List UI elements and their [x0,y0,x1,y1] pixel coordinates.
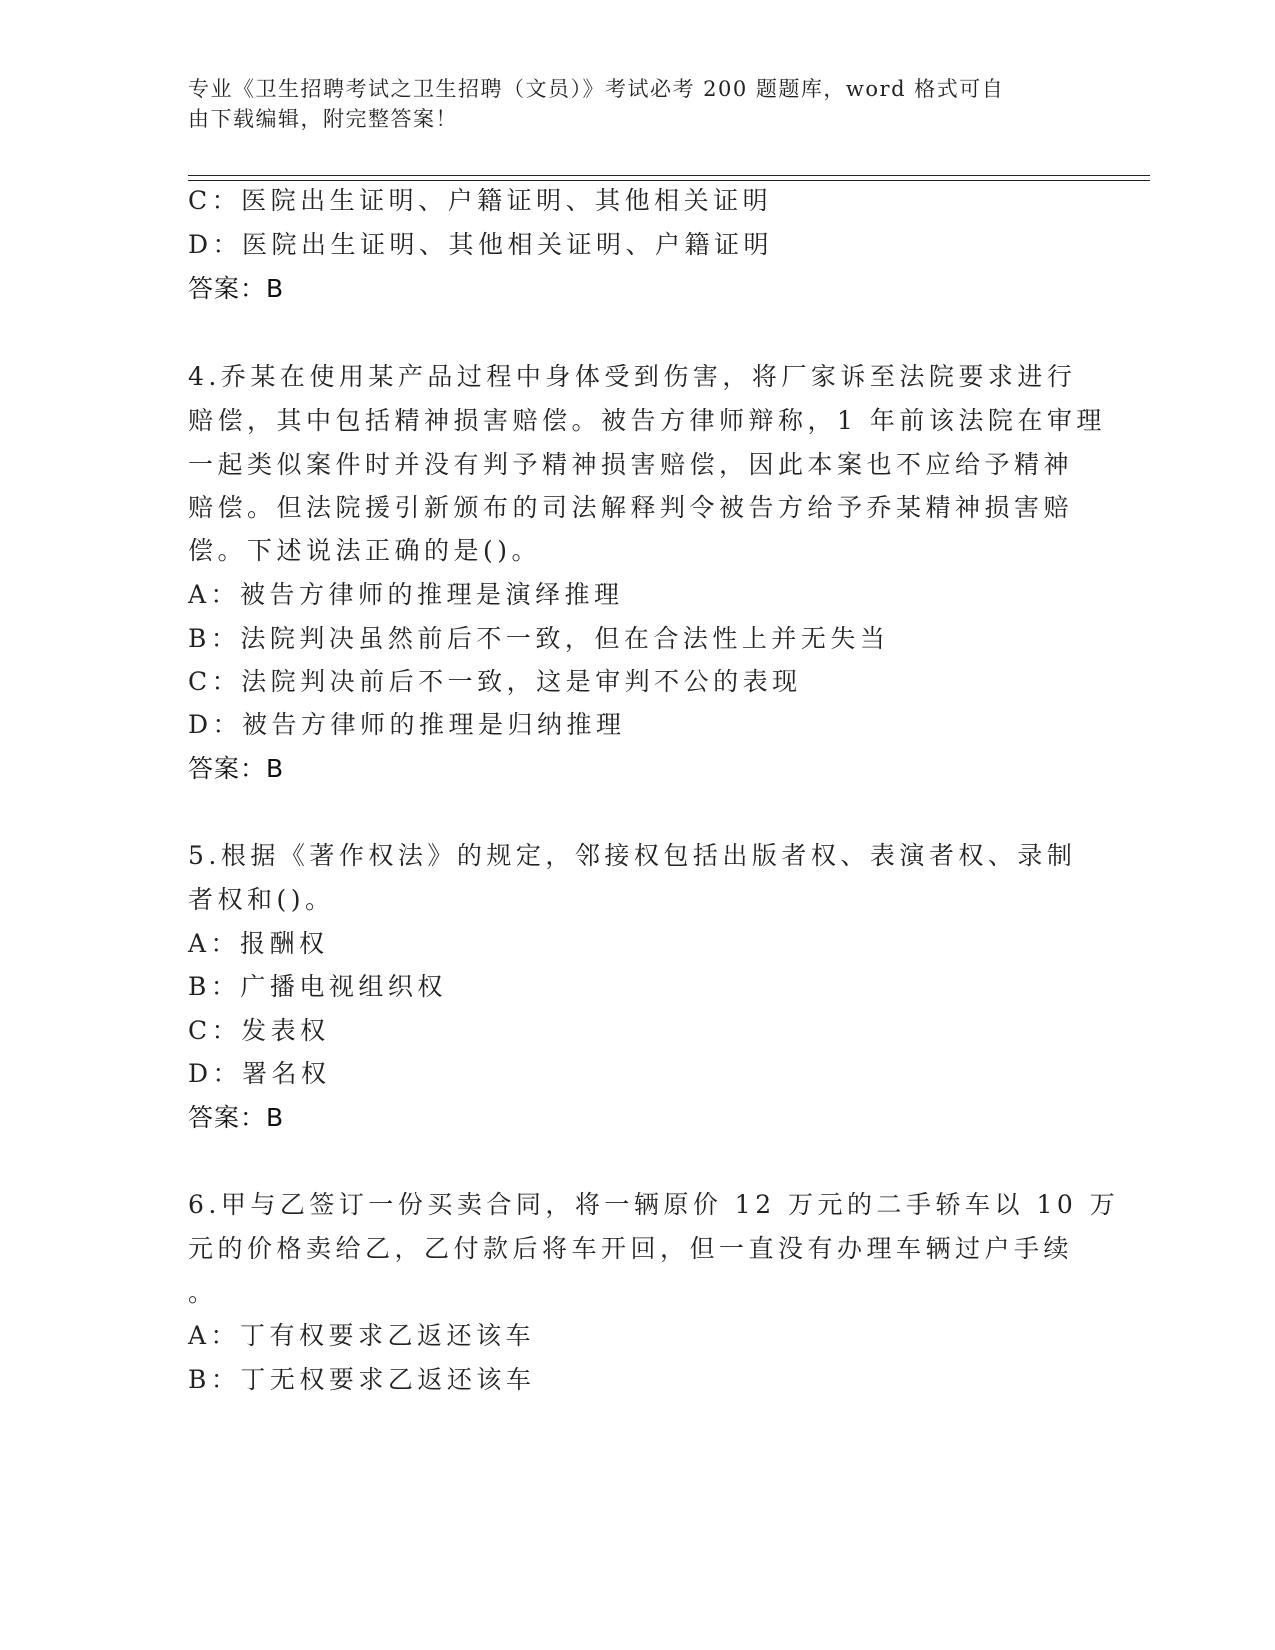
header-divider-top [188,175,1150,176]
q4-option-a: A：被告方律师的推理是演绎推理 [188,580,624,609]
q5-option-d: D：署名权 [188,1059,331,1088]
q5-stem-line-2: 者权和()。 [188,885,335,914]
q4-answer: 答案：B [188,754,285,783]
q6-stem-line-3: 。 [188,1278,218,1307]
q4-stem-line-4: 赔偿。但法院援引新颁布的司法解释判令被告方给予乔某精神损害赔 [188,493,1074,522]
q5-option-b: B：广播电视组织权 [188,972,447,1001]
q4-stem-line-2: 赔偿，其中包括精神损害赔偿。被告方律师辩称，1 年前该法院在审理 [188,406,1106,435]
header-line-2: 由下载编辑，附完整答案！ [188,107,458,131]
q4-option-c: C：法院判决前后不一致，这是审判不公的表现 [188,667,802,696]
q6-option-b: B：丁无权要求乙返还该车 [188,1365,536,1394]
q4-stem-line-3: 一起类似案件时并没有判予精神损害赔偿，因此本案也不应给予精神 [188,450,1074,479]
q3-option-d: D：医院出生证明、其他相关证明、户籍证明 [188,230,774,259]
q5-answer: 答案：B [188,1103,285,1132]
q3-option-c: C：医院出生证明、户籍证明、其他相关证明 [188,186,773,215]
q4-option-b: B：法院判决虽然前后不一致，但在合法性上并无失当 [188,624,890,653]
q6-stem-line-1: 6.甲与乙签订一份买卖合同，将一辆原价 12 万元的二手轿车以 10 万 [188,1190,1120,1219]
header-line-1: 专业《卫生招聘考试之卫生招聘（文员）》考试必考 200 题题库，word 格式可自 [188,77,1005,101]
q4-stem-line-1: 4.乔某在使用某产品过程中身体受到伤害，将厂家诉至法院要求进行 [188,362,1077,391]
q6-option-a: A：丁有权要求乙返还该车 [188,1321,536,1350]
q5-option-c: C：发表权 [188,1016,330,1045]
q3-answer: 答案：B [188,274,285,303]
q4-stem-line-5: 偿。下述说法正确的是()。 [188,536,542,565]
q6-stem-line-2: 元的价格卖给乙，乙付款后将车开回，但一直没有办理车辆过户手续 [188,1234,1074,1263]
document-header [188,74,1068,134]
q5-stem-line-1: 5.根据《著作权法》的规定，邻接权包括出版者权、表演者权、录制 [188,841,1077,870]
q5-option-a: A：报酬权 [188,929,329,958]
q4-option-d: D：被告方律师的推理是归纳推理 [188,710,626,739]
